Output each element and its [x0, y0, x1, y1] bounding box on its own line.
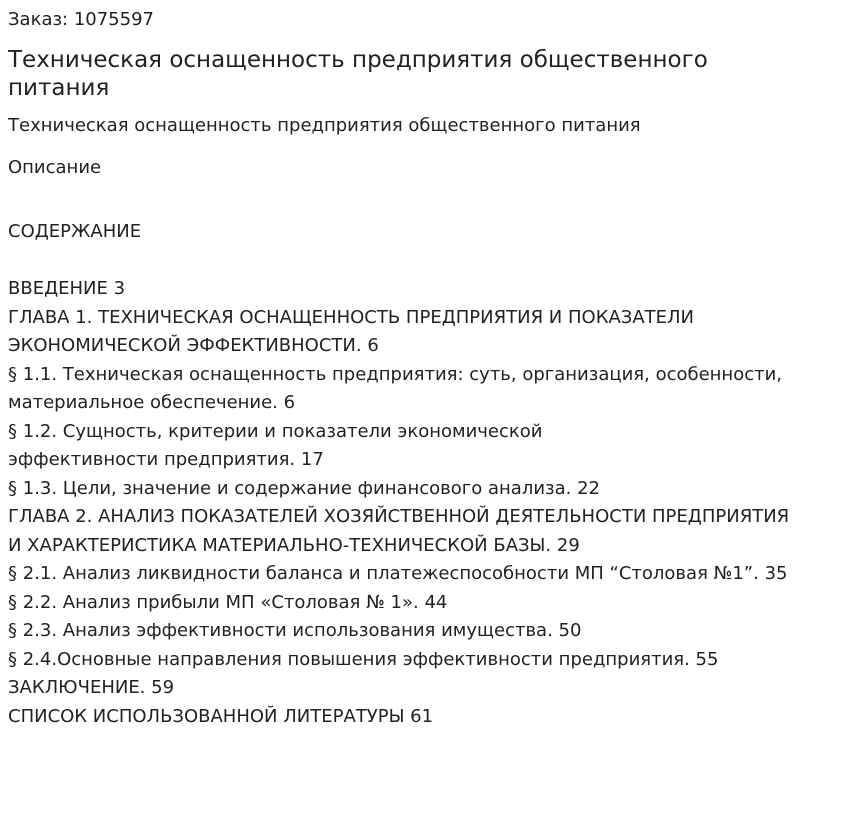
toc-item: СПИСОК ИСПОЛЬЗОВАННОЙ ЛИТЕРАТУРЫ 61 [8, 705, 434, 727]
toc-item: ЗАКЛЮЧЕНИЕ. 59 [8, 677, 175, 698]
toc-item: § 1.1. Техническая оснащенность предприятия: суть, организация, особенности, материальное обеспечение. 6 [8, 363, 783, 413]
toc-item: ВВЕДЕНИЕ 3 [8, 278, 126, 299]
toc-item: ГЛАВА 2. АНАЛИЗ ПОКАЗАТЕЛЕЙ ХОЗЯЙСТВЕННОЙ ДЕЯТЕЛЬНОСТИ ПРЕДПРИЯТИЯ И ХАРАКТЕРИСТИКА МАТЕРИАЛЬНО-ТЕХНИЧЕСКОЙ БАЗЫ. 29 [8, 506, 790, 556]
page-subtitle: Техническая оснащенность предприятия общественного питания [8, 115, 641, 136]
toc-item: ГЛАВА 1. ТЕХНИЧЕСКАЯ ОСНАЩЕННОСТЬ ПРЕДПРИЯТИЯ И ПОКАЗАТЕЛИ ЭКОНОМИЧЕСКОЙ ЭФФЕКТИВНОСТИ. 6 [8, 306, 695, 356]
toc-item: § 2.2. Анализ прибыли МП «Столовая № 1». 44 [8, 591, 448, 613]
contents-heading: СОДЕРЖАНИЕ [8, 221, 142, 242]
page-title: Техническая оснащенность предприятия общественного питания [8, 47, 708, 101]
order-number: Заказ: 1075597 [8, 9, 154, 30]
toc-item: § 2.3. Анализ эффективности использования имущества. 50 [8, 620, 582, 641]
toc-item: § 1.2. Сущность, критерии и показатели экономической эффективности предприятия. 17 [8, 420, 543, 470]
toc-item: § 2.4.Основные направления повышения эффективности предприятия. 55 [8, 648, 719, 670]
toc-item: § 1.3. Цели, значение и содержание финансового анализа. 22 [8, 477, 600, 499]
table-of-contents [8, 275, 839, 731]
description-heading: Описание [8, 157, 102, 178]
toc-item: § 2.1. Анализ ликвидности баланса и платежеспособности МП “Столовая №1”. 35 [8, 563, 788, 584]
